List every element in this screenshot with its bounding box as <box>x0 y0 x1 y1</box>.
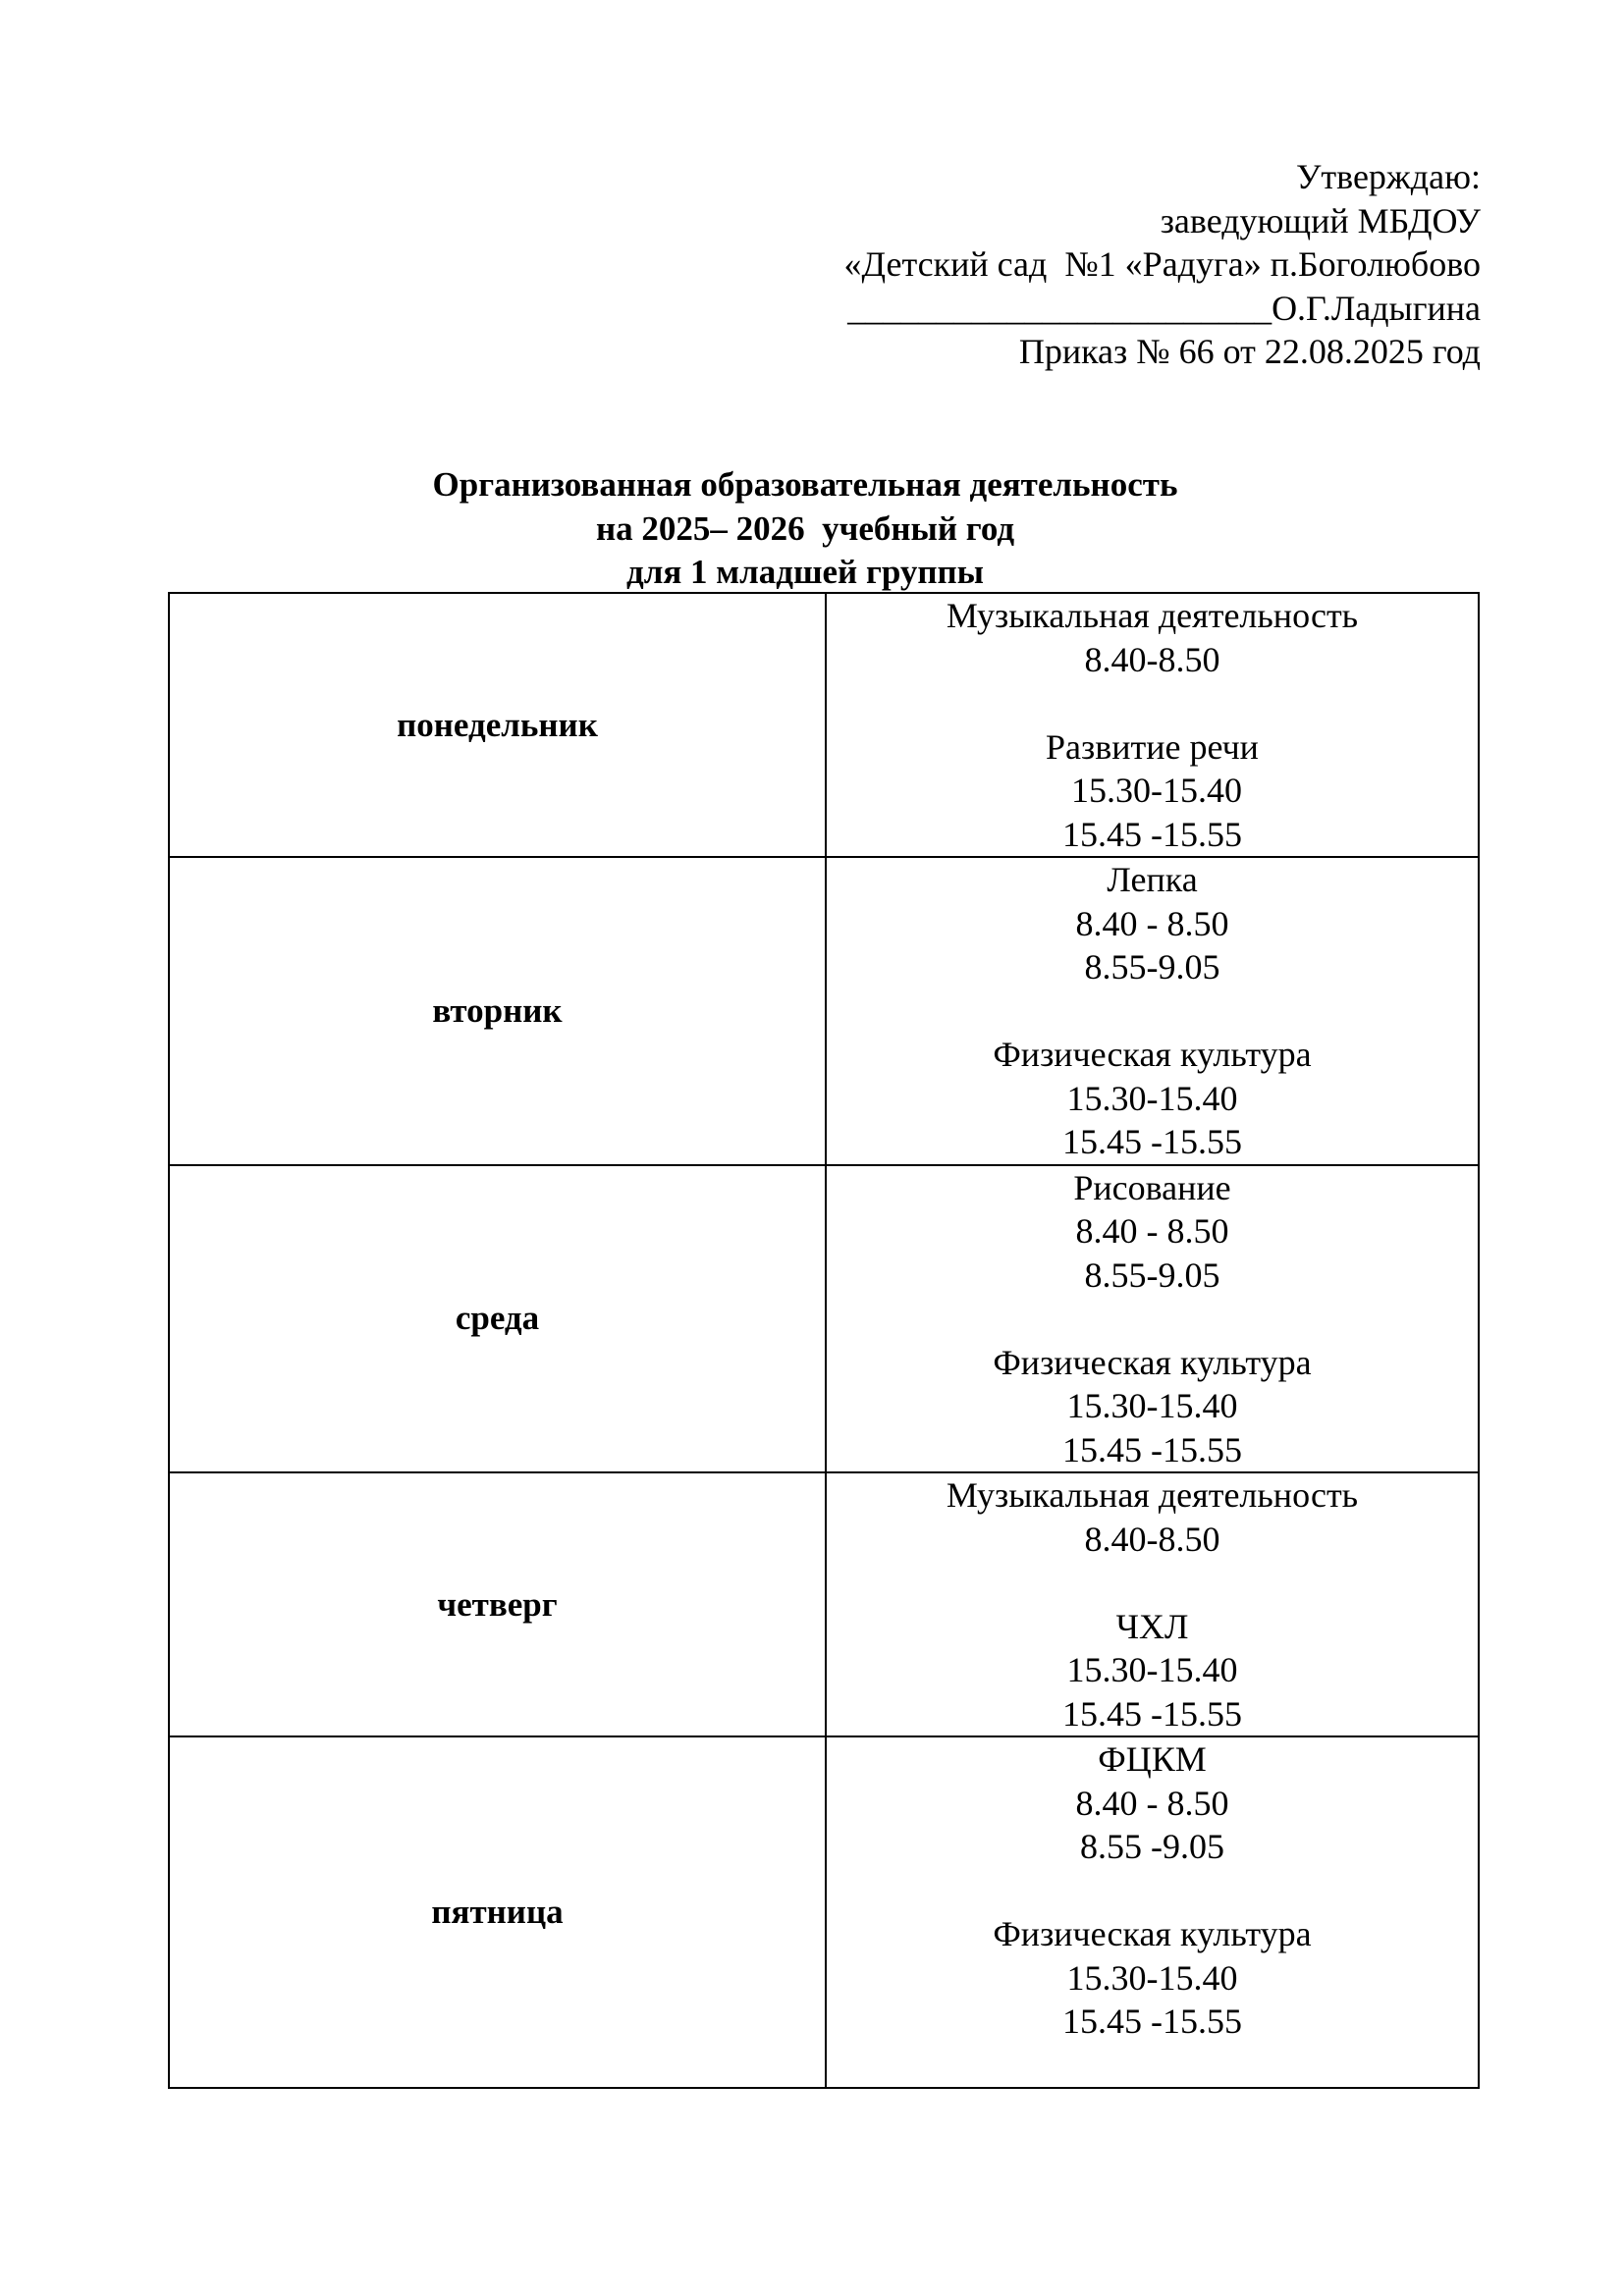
activity-line: 8.40 - 8.50 <box>1075 1783 1229 1823</box>
activity-line: 15.45 -15.55 <box>1062 1122 1242 1161</box>
activity-line <box>827 681 1478 725</box>
activity-line: 15.45 -15.55 <box>1062 1693 1242 1734</box>
activity-line: Физическая культура <box>993 1035 1312 1074</box>
activity-line: 8.40 - 8.50 <box>1075 903 1229 943</box>
table-row <box>169 1736 1479 2088</box>
activity-line <box>827 2044 1478 2088</box>
activity-line <box>827 1869 1478 1913</box>
activity-line: 8.55-9.05 <box>1084 947 1220 987</box>
approval-line: ________________________О.Г.Ладыгина <box>847 288 1481 328</box>
activity-line: 8.40-8.50 <box>1084 639 1220 679</box>
approval-line: заведующий МБДОУ <box>1160 200 1481 240</box>
activities-cell <box>826 593 1479 857</box>
activities-cell <box>826 1165 1479 1473</box>
activity-line: 15.30-15.40 <box>1066 1386 1238 1425</box>
table-row <box>169 857 1479 1165</box>
title-line: Организованная образовательная деятельность <box>432 465 1178 504</box>
activity-line <box>827 1297 1478 1341</box>
activity-line: 15.30-15.40 <box>1066 1078 1238 1118</box>
approval-line: Утверждаю: <box>1295 157 1481 196</box>
title-line: на 2025– 2026 учебный год <box>595 508 1015 548</box>
activity-line: Развитие речи <box>1046 726 1259 767</box>
activity-line: 15.30-15.40 <box>1066 1650 1238 1689</box>
activity-line: 8.55 -9.05 <box>1080 1827 1224 1866</box>
activity-line <box>827 989 1478 1034</box>
activity-line: Рисование <box>1073 1167 1231 1207</box>
activity-line: ФЦКМ <box>1098 1739 1207 1779</box>
day-cell: понедельник <box>169 593 826 857</box>
activity-line: Физическая культура <box>993 1914 1312 1953</box>
activity-line: Лепка <box>1107 860 1198 899</box>
approval-block <box>843 155 1481 374</box>
activities-cell <box>826 1472 1479 1736</box>
activity-line: 8.40 - 8.50 <box>1075 1211 1229 1251</box>
table-row <box>169 1472 1479 1736</box>
activity-line: 15.30-15.40 <box>1062 771 1242 810</box>
activity-line: 15.30-15.40 <box>1066 1957 1238 1998</box>
activities-cell <box>826 1736 1479 2088</box>
activity-line: Музыкальная деятельность <box>946 1475 1359 1515</box>
table-row <box>169 593 1479 857</box>
activity-line: Музыкальная деятельность <box>946 596 1359 635</box>
activity-line <box>827 1561 1478 1605</box>
approval-line: Приказ № 66 от 22.08.2025 год <box>1018 332 1481 371</box>
day-cell: четверг <box>169 1472 826 1736</box>
activity-line: 15.45 -15.55 <box>1062 1429 1242 1469</box>
day-cell: пятница <box>169 1736 826 2088</box>
day-cell: вторник <box>169 857 826 1165</box>
day-cell: среда <box>169 1165 826 1473</box>
activity-line: 8.55-9.05 <box>1084 1255 1220 1295</box>
activity-line: 15.45 -15.55 <box>1062 2002 1242 2041</box>
activity-line: 15.45 -15.55 <box>1062 814 1242 854</box>
activity-line: Физическая культура <box>993 1342 1312 1382</box>
table-row <box>169 1165 1479 1473</box>
approval-line: «Детский сад №1 «Радуга» п.Боголюбово <box>843 244 1481 284</box>
activity-line: 8.40-8.50 <box>1084 1519 1220 1559</box>
title-line: для 1 младшей группы <box>625 553 984 591</box>
schedule-table <box>168 592 1480 2089</box>
activity-line: ЧХЛ <box>1115 1606 1189 1646</box>
activities-cell <box>826 857 1479 1165</box>
document-title <box>167 463 1443 595</box>
